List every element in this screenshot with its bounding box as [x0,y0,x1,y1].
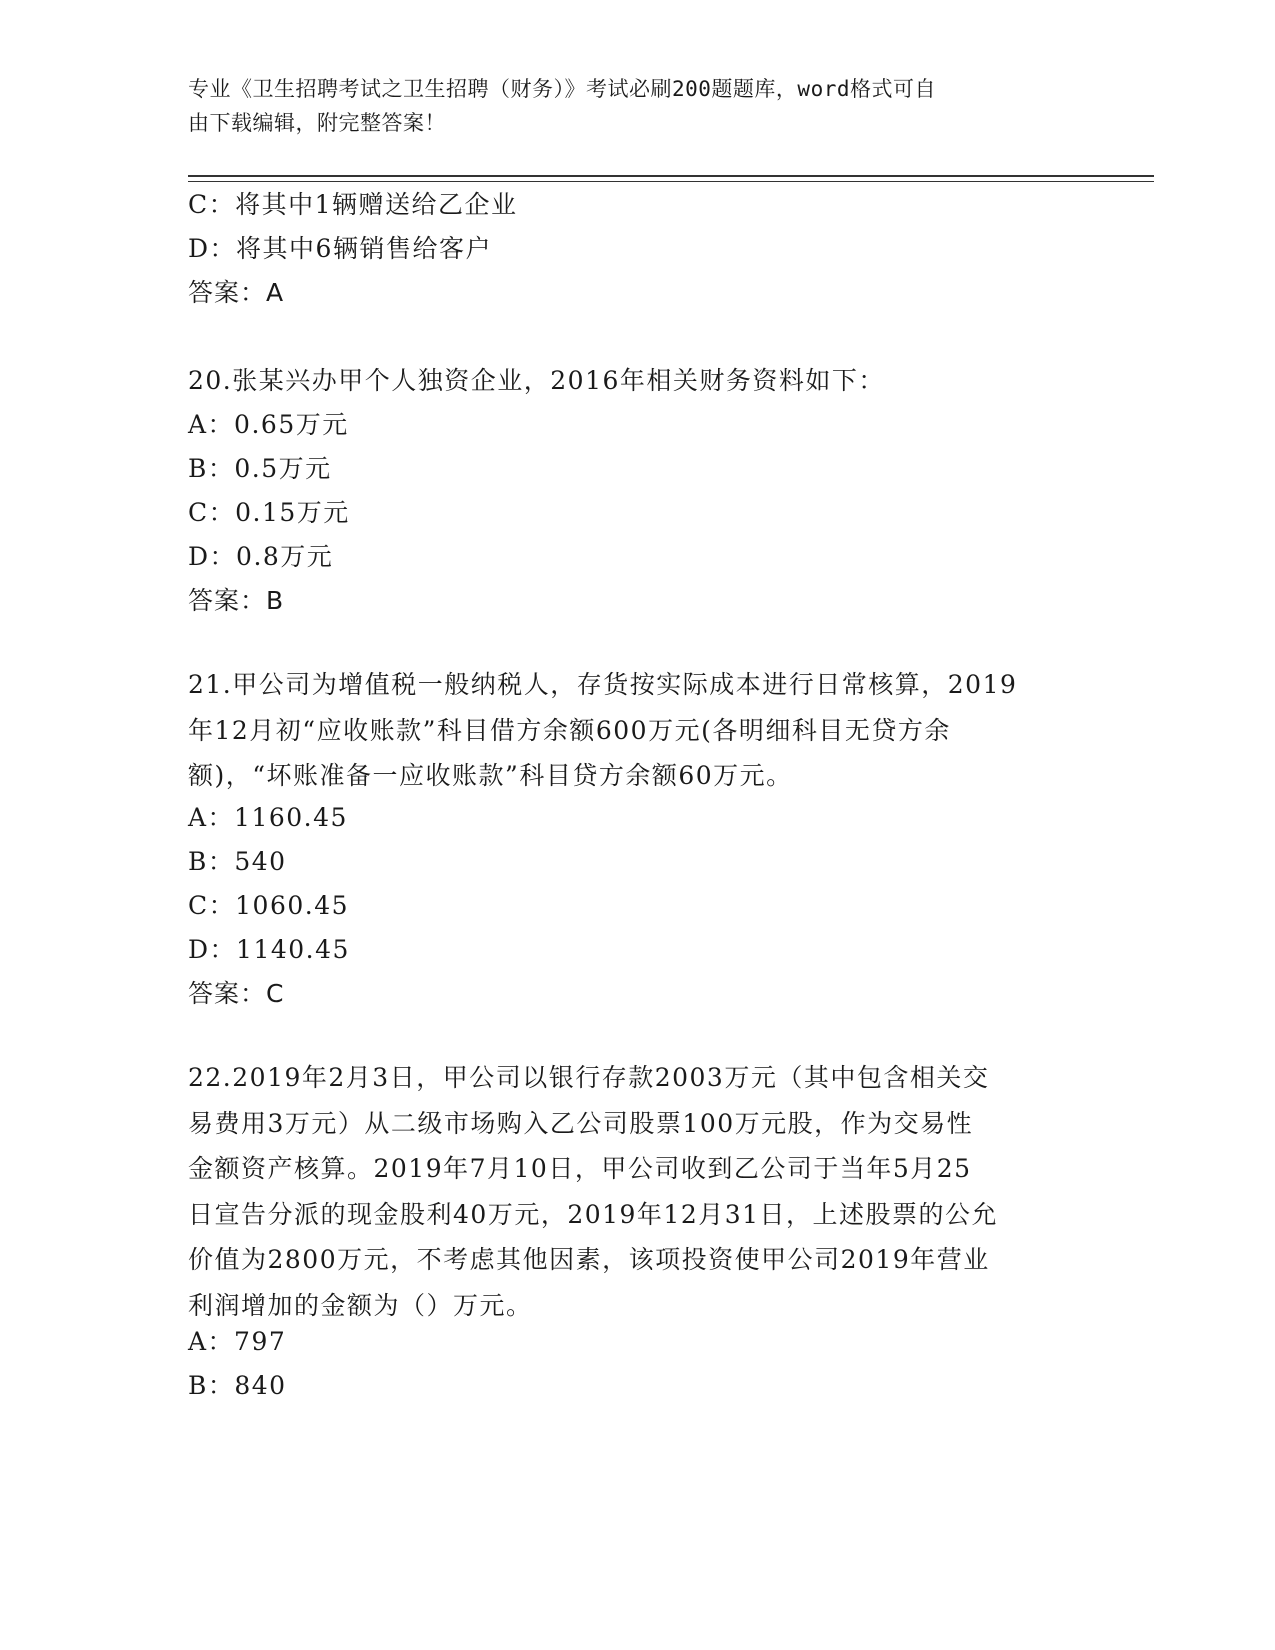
q21-stem-line: 额)，“坏账准备一应收账款”科目贷方余额60万元。 [188,761,793,790]
q20-stem: 20.张某兴办甲个人独资企业，2016年相关财务资料如下： [188,366,885,395]
header-rule-thin [188,181,1154,182]
header-line-2: 由下载编辑，附完整答案！ [188,111,446,135]
q20-option-d: D：0.8万元 [188,542,334,571]
q22-stem-line: 易费用3万元）从二级市场购入乙公司股票100万元股，作为交易性 [188,1108,974,1138]
q22-stem-line: 价值为2800万元，不考虑其他因素，该项投资使甲公司2019年营业 [188,1245,990,1274]
header-rule-thick [188,175,1154,177]
document-header [188,72,1088,140]
q21-option-b: B：540 [188,847,287,876]
q20-option-a: A：0.65万元 [188,410,349,439]
q22-stem [188,1055,1088,1328]
q21-answer: 答案：C [188,979,285,1008]
q22-option-b: B：840 [188,1371,287,1400]
q19-option-d: D：将其中6辆销售给客户 [188,234,492,263]
q21-option-c: C：1060.45 [188,891,350,920]
q20-answer: 答案：B [188,586,285,615]
q21-option-a: A：1160.45 [188,803,348,832]
q21-stem-line: 21.甲公司为增值税一般纳税人，存货按实际成本进行日常核算，2019 [188,670,1018,699]
q21-option-d: D：1140.45 [188,935,350,964]
q20-option-b: B：0.5万元 [188,454,332,483]
q22-option-a: A：797 [188,1327,287,1356]
q19-option-c: C：将其中1辆赠送给乙企业 [188,190,518,219]
q22-stem-line: 日宣告分派的现金股利40万元，2019年12月31日，上述股票的公允 [188,1199,999,1229]
q20-option-c: C：0.15万元 [188,498,350,527]
q21-stem-line: 年12月初“应收账款”科目借方余额600万元(各明细科目无贷方余 [188,715,951,745]
q22-stem-line: 金额资产核算。2019年7月10日，甲公司收到乙公司于当年5月25 [188,1154,972,1183]
header-line-1: 专业《卫生招聘考试之卫生招聘（财务）》考试必刷200题题库，word格式可自 [188,77,936,101]
q22-stem-line: 22.2019年2月3日，甲公司以银行存款2003万元（其中包含相关交 [188,1063,990,1092]
q21-stem [188,662,1088,799]
q22-stem-line: 利润增加的金额为（）万元。 [188,1290,533,1320]
q19-answer: 答案：A [188,278,285,307]
